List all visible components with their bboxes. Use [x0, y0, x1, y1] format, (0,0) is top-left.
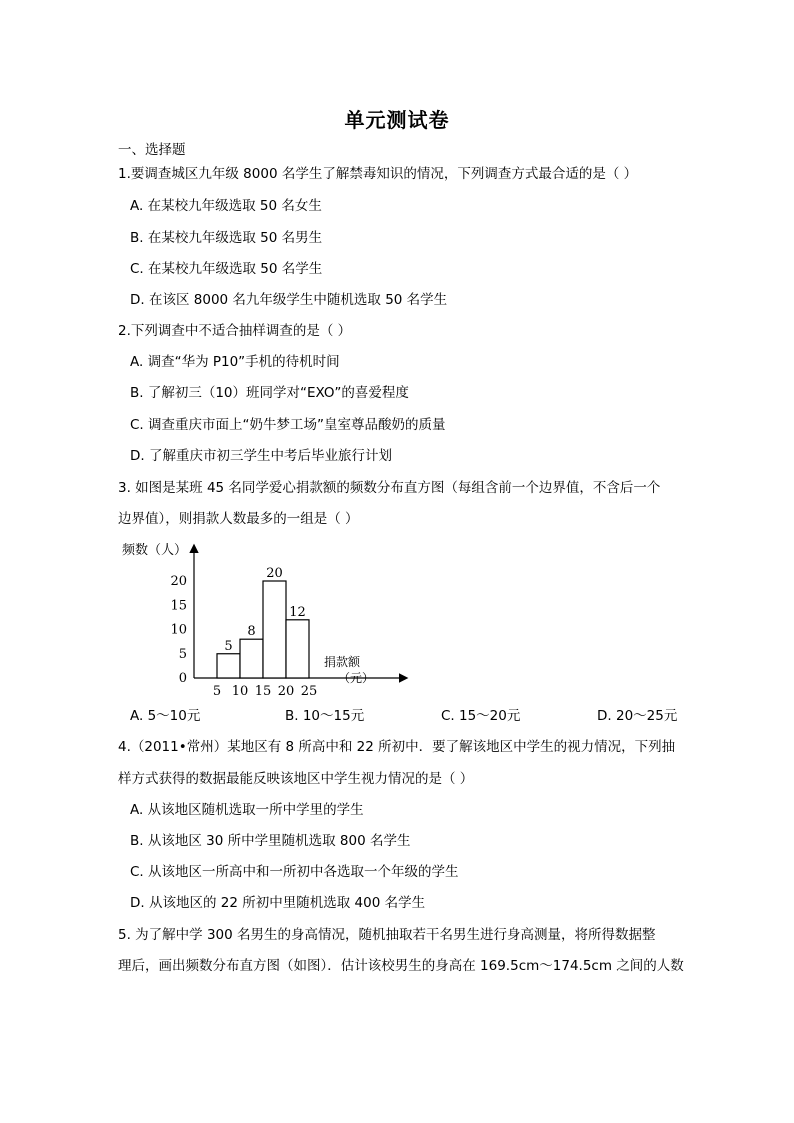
q4-option-c: C. 从该地区一所高中和一所初中各选取一个年级的学生 — [130, 864, 459, 880]
q3-option-b: B. 10～15元 — [285, 708, 365, 724]
q5-stem-line2: 理后，画出频数分布直方图（如图）．估计该校男生的身高在 169.5cm～174.5cm 之间的人数 — [118, 958, 684, 974]
q3-stem-line1: 3. 如图是某班 45 名同学爱心捐款额的频数分布直方图（每组含前一个边界值，不含后一个 — [118, 480, 661, 496]
q2-option-d: D. 了解重庆市初三学生中考后毕业旅行计划 — [130, 448, 392, 464]
histogram-bar — [240, 639, 263, 678]
q2-option-c: C. 调查重庆市面上“奶牛梦工场”皇室尊品酸奶的质量 — [130, 417, 446, 433]
q4-option-b: B. 从该地区 30 所中学里随机选取 800 名学生 — [130, 833, 411, 849]
y-tick-label: 10 — [170, 622, 187, 638]
q3-option-c: C. 15～20元 — [441, 708, 521, 724]
x-tick-label: 25 — [300, 684, 318, 698]
q1-option-c: C. 在某校九年级选取 50 名学生 — [130, 261, 323, 277]
bar-value-label: 8 — [247, 624, 256, 640]
q4-stem-line2: 样方式获得的数据最能反映该地区中学生视力情况的是（ ） — [118, 771, 474, 787]
q1-option-a: A. 在某校九年级选取 50 名女生 — [130, 198, 322, 214]
y-tick-label: 15 — [170, 598, 187, 614]
x-axis-label: 捐款额 — [324, 655, 361, 669]
bar-value-label: 20 — [266, 566, 283, 581]
q4-stem-line1: 4.（2011•常州）某地区有 8 所高中和 22 所初中．要了解该地区中学生的视力情况，下列抽 — [118, 739, 676, 755]
y-tick-label: 5 — [178, 646, 187, 662]
q1-option-d: D. 在该区 8000 名九年级学生中随机选取 50 名学生 — [130, 292, 448, 308]
bar-value-label: 12 — [289, 604, 306, 620]
y-axis-label: 频数（人） — [122, 543, 188, 558]
histogram-bar — [217, 654, 240, 678]
x-tick-label: 15 — [254, 684, 272, 698]
q3-option-a: A. 5～10元 — [130, 708, 201, 724]
q2-option-b: B. 了解初三（10）班同学对“EXO”的喜爱程度 — [130, 385, 409, 401]
q2-stem: 2.下列调查中不适合抽样调查的是（ ） — [118, 323, 352, 339]
x-tick-label: 5 — [212, 684, 222, 698]
x-axis-unit-label: （元） — [338, 671, 375, 685]
q1-stem: 1.要调查城区九年级 8000 名学生了解禁毒知识的情况，下列调查方式最合适的是（ ） — [118, 166, 638, 182]
q3-stem-line2: 边界值），则捐款人数最多的一组是（ ） — [118, 511, 359, 527]
section-heading: 一、选择题 — [118, 142, 186, 158]
q2-option-a: A. 调查“华为 P10”手机的待机时间 — [130, 354, 340, 370]
q3-option-d: D. 20～25元 — [597, 708, 678, 724]
y-tick-label: 20 — [170, 574, 187, 589]
page-title: 单元测试卷 — [344, 108, 450, 132]
q4-option-a: A. 从该地区随机选取一所中学里的学生 — [130, 802, 364, 818]
histogram-bar — [263, 581, 286, 678]
q1-option-b: B. 在某校九年级选取 50 名男生 — [130, 230, 323, 246]
x-tick-label: 10 — [231, 684, 249, 698]
q5-stem-line1: 5. 为了解中学 300 名男生的身高情况，随机抽取若干名男生进行身高测量，将所得数据整 — [118, 927, 656, 943]
histogram-chart — [110, 538, 410, 698]
bar-value-label: 5 — [224, 638, 233, 654]
x-tick-label: 20 — [277, 684, 295, 698]
y-tick-label: 0 — [178, 671, 187, 686]
histogram-bar — [286, 620, 309, 678]
q4-option-d: D. 从该地区的 22 所初中里随机选取 400 名学生 — [130, 895, 426, 911]
